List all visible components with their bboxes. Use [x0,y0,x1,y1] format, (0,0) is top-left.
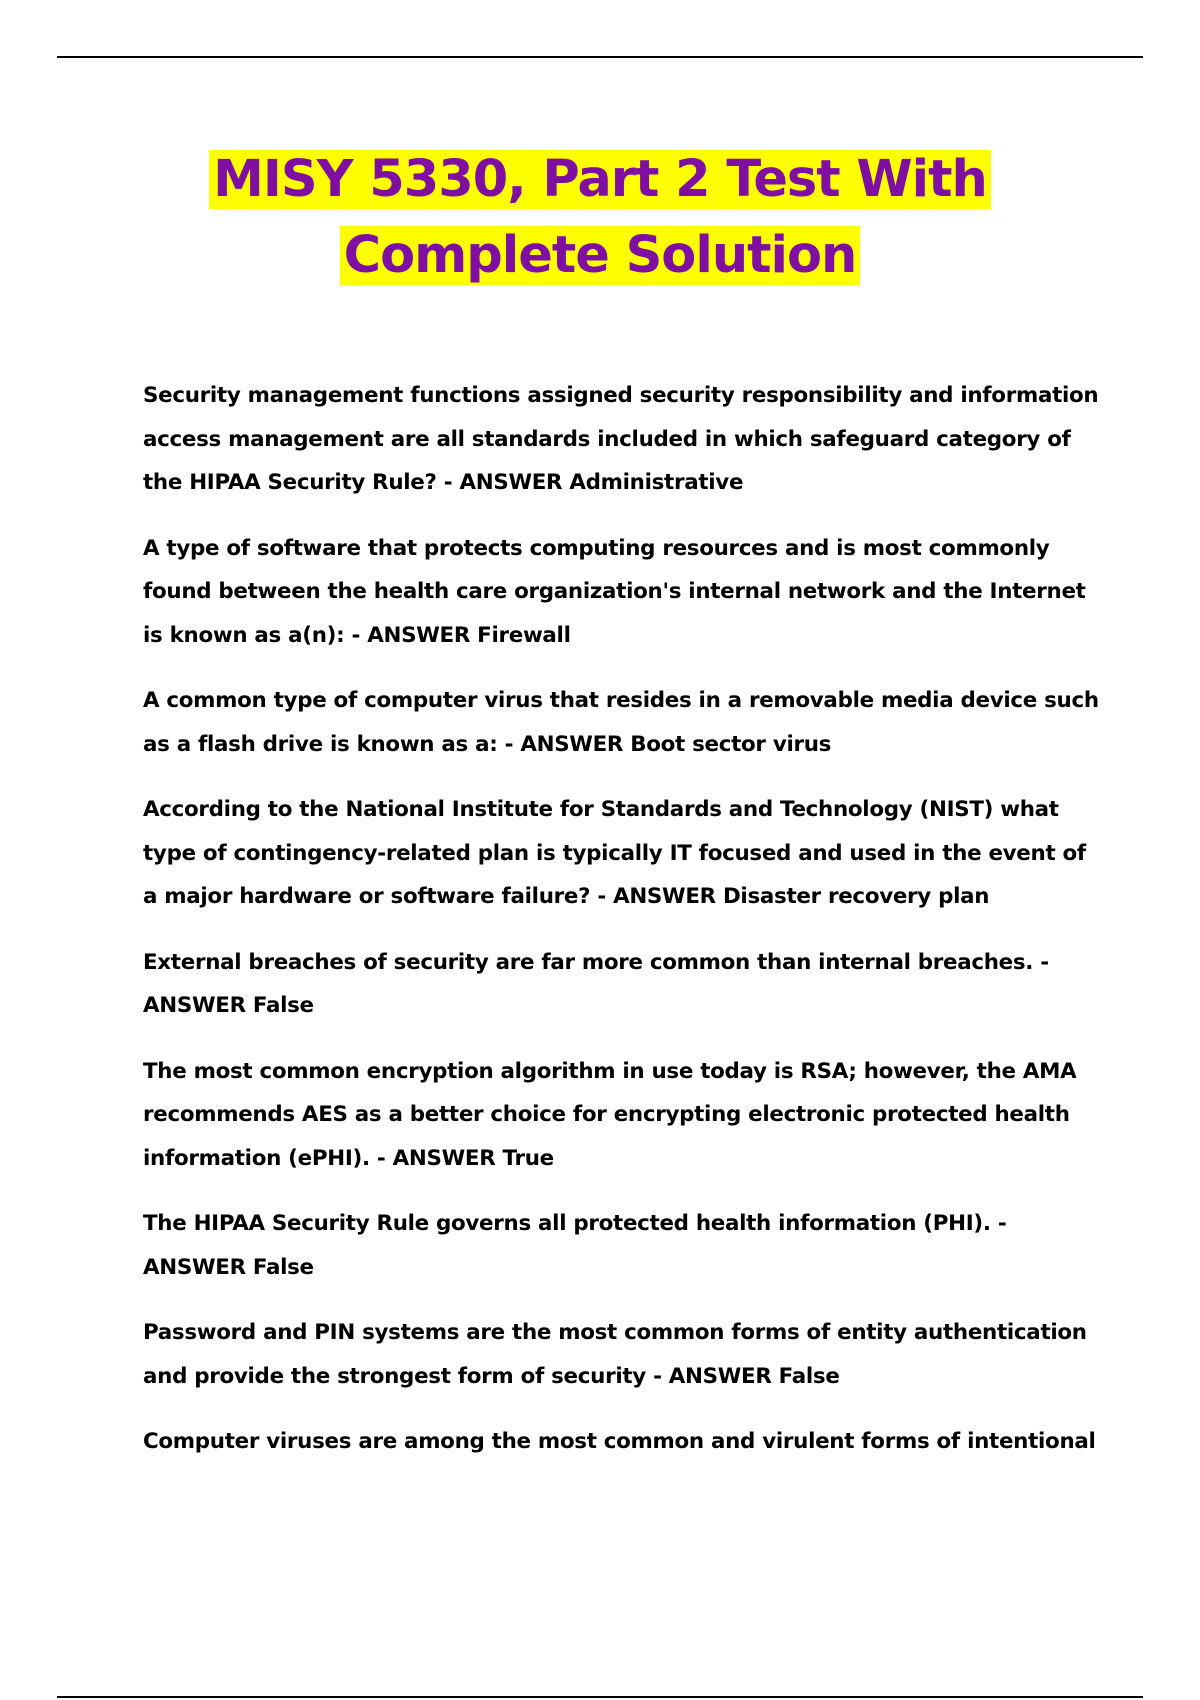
qa-item: A common type of computer virus that resides in a removable media device such as a flash drive is known as a: - ANSWER Boot sector virus [143,688,1099,757]
qa-list [143,374,1103,1486]
qa-item: Security management functions assigned security responsibility and information access management are all standards included in which safeguard category of the HIPAA Security Rule? - ANSWER Administrative [143,383,1099,495]
footer-rule [57,1696,1143,1698]
qa-item: The HIPAA Security Rule governs all protected health information (PHI). - ANSWER False [143,1211,1007,1280]
qa-item: Password and PIN systems are the most common forms of entity authentication and provide the strongest form of security - ANSWER False [143,1320,1087,1389]
qa-item: The most common encryption algorithm in use today is RSA; however, the AMA recommends AES as a better choice for encrypting electronic protected health information (ePHI). - ANSWER True [143,1058,1077,1171]
qa-item: External breaches of security are far more common than internal breaches. - ANSWER False [143,949,1049,1018]
header-rule [57,56,1143,58]
title-line-2: Complete Solution [340,226,861,285]
qa-item: Computer viruses are among the most common and virulent forms of intentional [143,1429,1096,1454]
title-line-1: MISY 5330, Part 2 Test With [209,150,991,209]
qa-item: A type of software that protects computing resources and is most commonly found between the health care organization's internal network and the Internet is known as a(n): - ANSWER Firewall [143,535,1086,648]
document-title [0,142,1200,294]
qa-item: According to the National Institute for Standards and Technology (NIST) what type of contingency-related plan is typically IT focused and used in the event of a major hardware or software failure? - ANSWER Disaster recovery plan [143,797,1086,909]
